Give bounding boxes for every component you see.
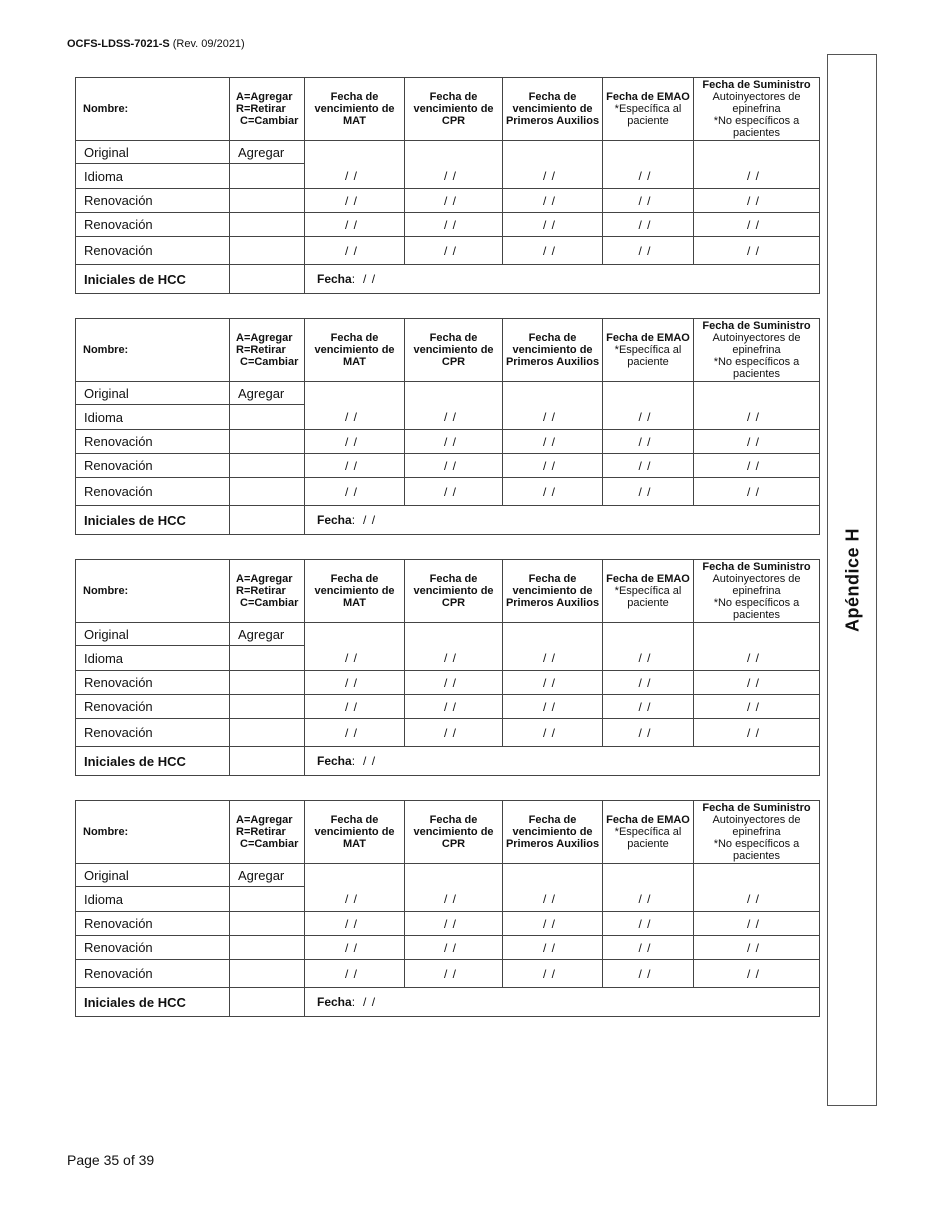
- first-aid-date-field[interactable]: / /: [503, 454, 603, 478]
- cpr-date-field[interactable]: / /: [405, 189, 503, 213]
- appendix-side-tab: [827, 54, 877, 1106]
- blank-cell: [694, 623, 820, 646]
- initials-date-field[interactable]: Fecha: / /: [305, 265, 820, 294]
- supply-date-field[interactable]: / /: [694, 936, 820, 960]
- initials-date-field[interactable]: Fecha: / /: [305, 506, 820, 535]
- blank-cell: [405, 864, 503, 887]
- action-field[interactable]: [230, 189, 305, 213]
- blank-cell: [405, 141, 503, 164]
- personnel-record-table: [75, 77, 820, 294]
- cpr-date-field[interactable]: / /: [405, 719, 503, 747]
- action-field[interactable]: [230, 912, 305, 936]
- mat-date-field[interactable]: / /: [305, 646, 405, 671]
- supply-date-field[interactable]: / /: [694, 189, 820, 213]
- action-field[interactable]: [230, 213, 305, 237]
- action-field[interactable]: [230, 887, 305, 912]
- supply-date-field[interactable]: / /: [694, 478, 820, 506]
- first-aid-date-field[interactable]: / /: [503, 237, 603, 265]
- renewal-row: [76, 695, 820, 719]
- cpr-date-field[interactable]: / /: [405, 887, 503, 912]
- renewal-label: Renovación: [76, 213, 230, 237]
- supply-date-field[interactable]: / /: [694, 405, 820, 430]
- supply-date-field[interactable]: / /: [694, 887, 820, 912]
- blank-cell: [405, 623, 503, 646]
- action-field[interactable]: [230, 430, 305, 454]
- blank-cell: [305, 623, 405, 646]
- first-aid-date-field[interactable]: / /: [503, 912, 603, 936]
- header-row: [76, 319, 820, 382]
- first-aid-date-field[interactable]: / /: [503, 646, 603, 671]
- mat-date-field[interactable]: / /: [305, 430, 405, 454]
- renewal-row: [76, 478, 820, 506]
- first-aid-date-field[interactable]: / /: [503, 405, 603, 430]
- first-aid-date-field[interactable]: / /: [503, 719, 603, 747]
- mat-header: Fecha de vencimiento de MAT: [305, 801, 405, 864]
- action-field[interactable]: [230, 671, 305, 695]
- renewal-row: [76, 189, 820, 213]
- emao-date-field[interactable]: / /: [603, 164, 694, 189]
- emao-date-field[interactable]: / /: [603, 960, 694, 988]
- initials-row: [76, 988, 820, 1017]
- renewal-label: Renovación: [76, 960, 230, 988]
- blank-cell: [305, 864, 405, 887]
- original-action: Agregar: [230, 623, 305, 646]
- personnel-record-table: [75, 318, 820, 535]
- cpr-header: Fecha de vencimiento de CPR: [405, 801, 503, 864]
- cpr-date-field[interactable]: / /: [405, 695, 503, 719]
- cpr-header: Fecha de vencimiento de CPR: [405, 560, 503, 623]
- cpr-date-field[interactable]: / /: [405, 960, 503, 988]
- emao-date-field[interactable]: / /: [603, 237, 694, 265]
- cpr-header: Fecha de vencimiento de CPR: [405, 78, 503, 141]
- initials-date-field[interactable]: Fecha: / /: [305, 747, 820, 776]
- original-label: Original: [76, 623, 230, 646]
- mat-date-field[interactable]: / /: [305, 478, 405, 506]
- supply-date-field[interactable]: / /: [694, 960, 820, 988]
- blank-cell: [503, 623, 603, 646]
- cpr-date-field[interactable]: / /: [405, 646, 503, 671]
- action-field[interactable]: [230, 237, 305, 265]
- renewal-label: Renovación: [76, 430, 230, 454]
- first-aid-header: Fecha de vencimiento de Primeros Auxilios: [503, 319, 603, 382]
- original-row: [76, 141, 820, 164]
- first-aid-header: Fecha de vencimiento de Primeros Auxilios: [503, 801, 603, 864]
- action-field[interactable]: [230, 695, 305, 719]
- renewal-row: [76, 237, 820, 265]
- cpr-date-field[interactable]: / /: [405, 213, 503, 237]
- action-code-header: A=Agregar R=Retirar C=Cambiar: [230, 801, 305, 864]
- action-field[interactable]: [230, 719, 305, 747]
- mat-header: Fecha de vencimiento de MAT: [305, 78, 405, 141]
- blank-cell: [503, 864, 603, 887]
- cpr-date-field[interactable]: / /: [405, 936, 503, 960]
- renewal-row: [76, 430, 820, 454]
- mat-date-field[interactable]: / /: [305, 405, 405, 430]
- supply-date-field[interactable]: / /: [694, 237, 820, 265]
- initials-field[interactable]: [230, 265, 305, 294]
- appendix-label: Apéndice H: [842, 527, 863, 633]
- cpr-date-field[interactable]: / /: [405, 454, 503, 478]
- emao-date-field[interactable]: / /: [603, 695, 694, 719]
- renewal-row: [76, 213, 820, 237]
- renewal-row: [76, 454, 820, 478]
- blank-cell: [603, 623, 694, 646]
- emao-date-field[interactable]: / /: [603, 213, 694, 237]
- action-field[interactable]: [230, 936, 305, 960]
- name-header[interactable]: Nombre:: [76, 78, 230, 141]
- supply-header: Fecha de Suministro Autoinyectores de epinefrina *No específicos a pacientes: [694, 78, 820, 141]
- renewal-label: Renovación: [76, 695, 230, 719]
- original-label: Original: [76, 382, 230, 405]
- name-header[interactable]: Nombre:: [76, 319, 230, 382]
- supply-date-field[interactable]: / /: [694, 912, 820, 936]
- emao-date-field[interactable]: / /: [603, 405, 694, 430]
- first-aid-header: Fecha de vencimiento de Primeros Auxilios: [503, 560, 603, 623]
- cpr-date-field[interactable]: / /: [405, 430, 503, 454]
- mat-header: Fecha de vencimiento de MAT: [305, 560, 405, 623]
- supply-header: Fecha de Suministro Autoinyectores de epinefrina *No específicos a pacientes: [694, 319, 820, 382]
- language-label: Idioma: [76, 646, 230, 671]
- original-row: [76, 864, 820, 887]
- supply-date-field[interactable]: / /: [694, 164, 820, 189]
- original-label: Original: [76, 141, 230, 164]
- mat-date-field[interactable]: / /: [305, 695, 405, 719]
- mat-date-field[interactable]: / /: [305, 912, 405, 936]
- blank-cell: [694, 382, 820, 405]
- language-row: [76, 887, 820, 912]
- name-header[interactable]: Nombre:: [76, 560, 230, 623]
- blank-cell: [503, 382, 603, 405]
- supply-date-field[interactable]: / /: [694, 671, 820, 695]
- original-action: Agregar: [230, 864, 305, 887]
- mat-date-field[interactable]: / /: [305, 237, 405, 265]
- renewal-label: Renovación: [76, 671, 230, 695]
- initials-label: Iniciales de HCC: [76, 506, 230, 535]
- blank-cell: [603, 864, 694, 887]
- cpr-date-field[interactable]: / /: [405, 671, 503, 695]
- header-row: [76, 78, 820, 141]
- blank-cell: [694, 141, 820, 164]
- renewal-label: Renovación: [76, 719, 230, 747]
- mat-date-field[interactable]: / /: [305, 454, 405, 478]
- original-row: [76, 623, 820, 646]
- renewal-label: Renovación: [76, 478, 230, 506]
- emao-header: Fecha de EMAO *Específica al paciente: [603, 319, 694, 382]
- mat-date-field[interactable]: / /: [305, 189, 405, 213]
- supply-date-field[interactable]: / /: [694, 430, 820, 454]
- initials-row: [76, 506, 820, 535]
- action-code-header: A=Agregar R=Retirar C=Cambiar: [230, 319, 305, 382]
- cpr-date-field[interactable]: / /: [405, 237, 503, 265]
- first-aid-date-field[interactable]: / /: [503, 936, 603, 960]
- first-aid-date-field[interactable]: / /: [503, 887, 603, 912]
- initials-row: [76, 747, 820, 776]
- renewal-label: Renovación: [76, 936, 230, 960]
- blank-cell: [305, 382, 405, 405]
- original-action: Agregar: [230, 382, 305, 405]
- first-aid-date-field[interactable]: / /: [503, 430, 603, 454]
- cpr-date-field[interactable]: / /: [405, 912, 503, 936]
- language-row: [76, 164, 820, 189]
- emao-header: Fecha de EMAO *Específica al paciente: [603, 801, 694, 864]
- action-field[interactable]: [230, 960, 305, 988]
- initials-label: Iniciales de HCC: [76, 988, 230, 1017]
- action-field[interactable]: [230, 164, 305, 189]
- blank-cell: [305, 141, 405, 164]
- supply-date-field[interactable]: / /: [694, 719, 820, 747]
- renewal-row: [76, 960, 820, 988]
- language-label: Idioma: [76, 887, 230, 912]
- renewal-row: [76, 671, 820, 695]
- renewal-label: Renovación: [76, 189, 230, 213]
- supply-date-field[interactable]: / /: [694, 454, 820, 478]
- supply-header: Fecha de Suministro Autoinyectores de epinefrina *No específicos a pacientes: [694, 560, 820, 623]
- supply-date-field[interactable]: / /: [694, 646, 820, 671]
- blank-cell: [405, 382, 503, 405]
- renewal-label: Renovación: [76, 237, 230, 265]
- cpr-date-field[interactable]: / /: [405, 478, 503, 506]
- original-row: [76, 382, 820, 405]
- mat-date-field[interactable]: / /: [305, 719, 405, 747]
- initials-label: Iniciales de HCC: [76, 747, 230, 776]
- initials-row: [76, 265, 820, 294]
- language-label: Idioma: [76, 405, 230, 430]
- language-row: [76, 405, 820, 430]
- mat-date-field[interactable]: / /: [305, 936, 405, 960]
- cpr-header: Fecha de vencimiento de CPR: [405, 319, 503, 382]
- action-field[interactable]: [230, 646, 305, 671]
- emao-date-field[interactable]: / /: [603, 478, 694, 506]
- initials-field[interactable]: [230, 988, 305, 1017]
- emao-header: Fecha de EMAO *Específica al paciente: [603, 560, 694, 623]
- initials-label: Iniciales de HCC: [76, 265, 230, 294]
- action-code-header: A=Agregar R=Retirar C=Cambiar: [230, 560, 305, 623]
- language-row: [76, 646, 820, 671]
- initials-date-field[interactable]: Fecha: / /: [305, 988, 820, 1017]
- original-action: Agregar: [230, 141, 305, 164]
- mat-date-field[interactable]: / /: [305, 164, 405, 189]
- first-aid-date-field[interactable]: / /: [503, 960, 603, 988]
- renewal-label: Renovación: [76, 912, 230, 936]
- renewal-row: [76, 912, 820, 936]
- personnel-record-table: [75, 559, 820, 776]
- emao-date-field[interactable]: / /: [603, 454, 694, 478]
- first-aid-date-field[interactable]: / /: [503, 213, 603, 237]
- blank-cell: [503, 141, 603, 164]
- original-label: Original: [76, 864, 230, 887]
- action-field[interactable]: [230, 405, 305, 430]
- personnel-record-table: [75, 800, 820, 1017]
- supply-date-field[interactable]: / /: [694, 695, 820, 719]
- emao-date-field[interactable]: / /: [603, 887, 694, 912]
- emao-header: Fecha de EMAO *Específica al paciente: [603, 78, 694, 141]
- action-field[interactable]: [230, 478, 305, 506]
- mat-date-field[interactable]: / /: [305, 887, 405, 912]
- emao-date-field[interactable]: / /: [603, 646, 694, 671]
- blank-cell: [603, 141, 694, 164]
- header-row: [76, 801, 820, 864]
- emao-date-field[interactable]: / /: [603, 936, 694, 960]
- mat-date-field[interactable]: / /: [305, 213, 405, 237]
- header-row: [76, 560, 820, 623]
- renewal-row: [76, 719, 820, 747]
- emao-date-field[interactable]: / /: [603, 671, 694, 695]
- cpr-date-field[interactable]: / /: [405, 164, 503, 189]
- emao-date-field[interactable]: / /: [603, 719, 694, 747]
- supply-header: Fecha de Suministro Autoinyectores de epinefrina *No específicos a pacientes: [694, 801, 820, 864]
- action-field[interactable]: [230, 454, 305, 478]
- emao-date-field[interactable]: / /: [603, 912, 694, 936]
- first-aid-date-field[interactable]: / /: [503, 478, 603, 506]
- language-label: Idioma: [76, 164, 230, 189]
- mat-date-field[interactable]: / /: [305, 671, 405, 695]
- action-code-header: A=Agregar R=Retirar C=Cambiar: [230, 78, 305, 141]
- initials-field[interactable]: [230, 747, 305, 776]
- renewal-row: [76, 936, 820, 960]
- first-aid-date-field[interactable]: / /: [503, 164, 603, 189]
- mat-date-field[interactable]: / /: [305, 960, 405, 988]
- supply-date-field[interactable]: / /: [694, 213, 820, 237]
- page-number: Page 35 of 39: [67, 1152, 155, 1168]
- first-aid-date-field[interactable]: / /: [503, 671, 603, 695]
- first-aid-header: Fecha de vencimiento de Primeros Auxilios: [503, 78, 603, 141]
- first-aid-date-field[interactable]: / /: [503, 695, 603, 719]
- blank-cell: [603, 382, 694, 405]
- emao-date-field[interactable]: / /: [603, 189, 694, 213]
- form-id: OCFS-LDSS-7021-S (Rev. 09/2021): [67, 38, 245, 50]
- mat-header: Fecha de vencimiento de MAT: [305, 319, 405, 382]
- initials-field[interactable]: [230, 506, 305, 535]
- emao-date-field[interactable]: / /: [603, 430, 694, 454]
- renewal-label: Renovación: [76, 454, 230, 478]
- blank-cell: [694, 864, 820, 887]
- cpr-date-field[interactable]: / /: [405, 405, 503, 430]
- name-header[interactable]: Nombre:: [76, 801, 230, 864]
- first-aid-date-field[interactable]: / /: [503, 189, 603, 213]
